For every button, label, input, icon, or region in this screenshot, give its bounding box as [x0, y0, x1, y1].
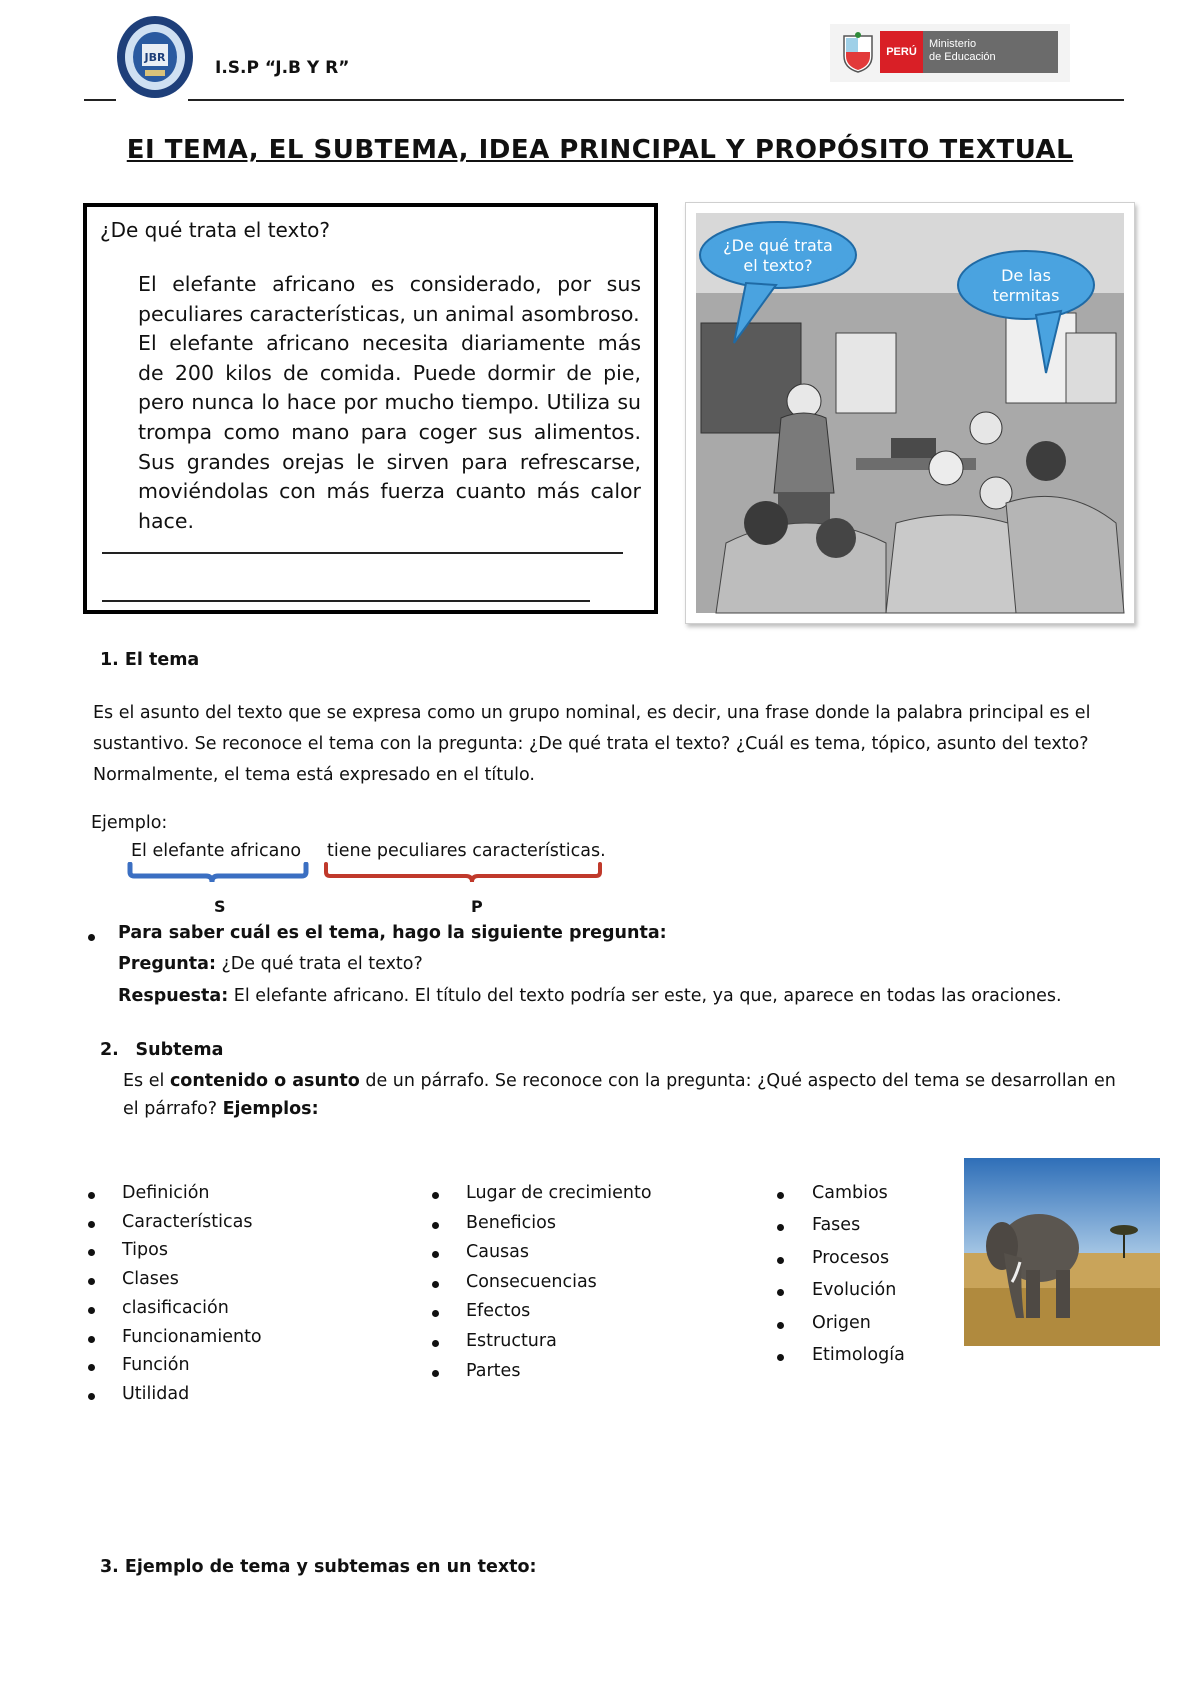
- bubble-1-line-1: ¿De qué trata: [723, 236, 833, 255]
- section-1-paragraph: Es el asunto del texto que se expresa como un grupo nominal, es decir, una frase donde la palabra principal es el sustantivo. Se reconoce el tema con la pregunta: ¿De qué trata el texto? ¿Cuál es tema, tópico, asunto del texto? Normalmente, el tema está expresado en el título.: [93, 703, 1091, 785]
- classroom-illustration: [685, 202, 1135, 624]
- subtopic-item: Origen: [812, 1312, 871, 1333]
- bullet-icon: [88, 1307, 95, 1314]
- question-heading: Para saber cuál es el tema, hago la siguiente pregunta:: [118, 923, 667, 943]
- section-2-number: 2.: [100, 1040, 119, 1060]
- question-line: [118, 954, 423, 974]
- ministry-logo: [830, 24, 1070, 82]
- subtopic-item: Beneficios: [466, 1212, 556, 1233]
- answer-line: [118, 986, 1062, 1006]
- subtopic-item: Fases: [812, 1215, 861, 1236]
- section-2-paragraph: Es el contenido o asunto de un párrafo. Se reconoce con la pregunta: ¿Qué aspecto del tema se desarrollan en el párrafo? Ejemplos:: [123, 1071, 1116, 1119]
- subtopic-item: Tipos: [122, 1240, 168, 1261]
- subtopic-item: Procesos: [812, 1247, 890, 1268]
- bullet-icon: [88, 1393, 95, 1400]
- subtopic-item: Utilidad: [122, 1383, 190, 1404]
- bullet-icon: [432, 1192, 439, 1199]
- bullet-icon: [777, 1192, 784, 1199]
- text-box-question: ¿De qué trata el texto?: [100, 218, 331, 242]
- institute-seal-logo: [115, 14, 195, 100]
- predicate-bracket: [326, 864, 600, 882]
- seal-text: JBR: [144, 51, 166, 64]
- subtopic-item: Consecuencias: [466, 1271, 597, 1292]
- text-box-paragraph-2: El elefante africano necesita diariamente más de 200 kilos de comida. Puede dormir de pie, pero nunca lo hace por mucho tiempo. Utiliza su trompa como mano para coger sus alimentos. Sus grandes orejas le sirven para refrescarse, moviéndolas con más fuerza cuanto más calor hace.: [138, 331, 641, 533]
- bullet-icon: [432, 1222, 439, 1229]
- subtopic-item: Función: [122, 1355, 190, 1376]
- section-2-title: Subtema: [135, 1040, 224, 1060]
- predicate-label: P: [471, 897, 483, 916]
- bullet-icon: [432, 1251, 439, 1258]
- text-box-paragraph-1: El elefante africano es considerado, por sus peculiares características, un animal asombroso.: [138, 272, 641, 326]
- subtopic-item: clasificación: [122, 1297, 229, 1318]
- example-label: Ejemplo:: [91, 813, 168, 833]
- bullet-icon: [432, 1340, 439, 1347]
- subtopic-item: Lugar de crecimiento: [466, 1183, 652, 1203]
- answer-line-2: [102, 600, 590, 602]
- bullet-icon: [88, 1192, 95, 1199]
- question-text: ¿De qué trata el texto?: [215, 954, 423, 974]
- bullet-icon: [88, 1336, 95, 1343]
- header-rule-right: [188, 99, 1124, 101]
- subject-bracket: [130, 864, 306, 882]
- bubble-2-line-1: De las: [1001, 266, 1051, 285]
- bullet-icon: [432, 1370, 439, 1377]
- text-box-body: [138, 270, 641, 536]
- subtopic-item: Definición: [122, 1183, 210, 1203]
- ministry-name-box: [923, 31, 1058, 73]
- question-label: Pregunta:: [118, 954, 216, 974]
- ministry-name-line1: Ministerio: [929, 38, 977, 50]
- bullet-icon: [432, 1310, 439, 1317]
- example-predicate: tiene peculiares características.: [327, 841, 606, 861]
- bubble-1-line-2: el texto?: [743, 256, 813, 275]
- subtopic-item: Evolución: [812, 1280, 897, 1301]
- section-2-heading: [100, 1040, 223, 1060]
- institute-name: I.S.P “J.B Y R”: [215, 58, 350, 78]
- bullet-icon: [88, 1278, 95, 1285]
- bullet-icon: [777, 1224, 784, 1231]
- bullet-icon: [777, 1289, 784, 1296]
- bullet-icon: [777, 1322, 784, 1329]
- subtopic-item: Funcionamiento: [122, 1326, 262, 1347]
- answer-label: Respuesta:: [118, 986, 229, 1006]
- subtopic-item: Estructura: [466, 1331, 557, 1351]
- elephant-photo: [964, 1158, 1160, 1346]
- subject-predicate-brackets: [120, 862, 610, 892]
- page-title: EI TEMA, EL SUBTEMA, IDEA PRINCIPAL Y PROPÓSITO TEXTUAL: [126, 135, 1074, 165]
- example-subject: El elefante africano: [131, 841, 302, 861]
- subtopic-item: Etimología: [812, 1345, 905, 1365]
- subject-label: S: [214, 897, 226, 916]
- bullet-icon: [88, 1364, 95, 1371]
- ministry-country: PERÚ: [880, 31, 923, 73]
- subtopic-item: Cambios: [812, 1183, 888, 1203]
- classroom-scene: [686, 203, 1134, 623]
- bullet-icon: [777, 1354, 784, 1361]
- section-1-heading: 1. El tema: [100, 650, 200, 670]
- answer-text: El elefante africano. El título del texto podría ser este, ya que, aparece en todas las oraciones.: [228, 986, 1062, 1006]
- peru-coat-of-arms-icon: [840, 32, 876, 74]
- bullet-icon: [88, 934, 95, 941]
- subtopic-item: Partes: [466, 1360, 521, 1381]
- section-3-heading: 3. Ejemplo de tema y subtemas en un texto:: [100, 1557, 537, 1577]
- bullet-icon: [88, 1221, 95, 1228]
- answer-line-1: [102, 552, 623, 554]
- bullet-icon: [777, 1257, 784, 1264]
- bullet-icon: [88, 1249, 95, 1256]
- ministry-name-line2: de Educación: [929, 51, 996, 63]
- bubble-2-line-2: termitas: [992, 286, 1060, 305]
- subtopic-item: Causas: [466, 1242, 529, 1263]
- header-rule-left: [84, 99, 116, 101]
- subtopic-item: Características: [122, 1211, 253, 1232]
- subtopic-item: Efectos: [466, 1301, 531, 1322]
- subtopic-item: Clases: [122, 1269, 179, 1290]
- bullet-icon: [432, 1281, 439, 1288]
